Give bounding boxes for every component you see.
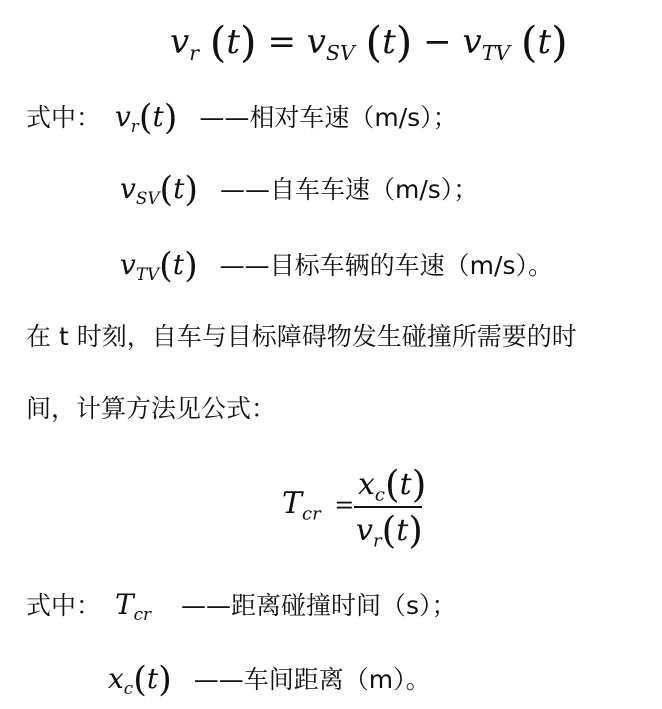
definition-symbol: $v_{SV}(t)$ (120, 169, 199, 210)
definition-symbol: $T_{cr}$ (114, 588, 152, 624)
definition-text: ——车间距离（m）。 (193, 665, 431, 694)
definition-symbol: $x_c(t)$ (108, 659, 172, 700)
definition-row (120, 245, 553, 291)
definition-row (108, 659, 431, 705)
ttc-lhs: $T_{cr}$ = (282, 486, 355, 525)
paragraph-line-2: 间，计算方法见公式： (26, 394, 277, 423)
formula-symbol: v (462, 22, 482, 62)
ttc-formula (282, 462, 427, 552)
definition-prefix: 式中： (26, 591, 102, 620)
definition-text: ——相对车速（m/s）； (199, 103, 458, 132)
relative-speed-formula: $v_r$ $(t) = v_{SV}$ $(t) - v_{TV}$ (t) (170, 18, 568, 68)
formula-subscript: TV (481, 41, 511, 66)
formula-equals: = (267, 22, 296, 62)
formula-argument: t (226, 22, 241, 62)
definition-symbol: $v_r(t)$ (114, 97, 178, 138)
definition-row (26, 97, 458, 143)
formula-minus: − (423, 22, 452, 62)
formula-subscript: SV (325, 41, 355, 66)
definition-text: ——自车车速（m/s）； (219, 175, 479, 204)
definition-row (26, 588, 457, 631)
formula-argument: t (537, 22, 552, 62)
formula-symbol: v (170, 22, 190, 62)
definition-prefix: 式中： (26, 103, 102, 132)
ttc-denominator: $v_r(t)$ (356, 508, 423, 552)
definition-symbol: $v_{TV}(t)$ (120, 245, 198, 286)
definition-text: ——距离碰撞时间（s）； (181, 591, 457, 620)
formula-subscript: r (189, 41, 199, 66)
ttc-numerator: $x_c(t)$ (358, 462, 427, 506)
definition-text: ——目标车辆的车速（m/s）。 (219, 251, 553, 280)
formula-symbol: v (306, 22, 326, 62)
paragraph-line-1: 在 t 时刻，自车与目标障碍物发生碰撞所需要的时 (26, 322, 577, 351)
definition-row (120, 169, 479, 215)
formula-argument: t (382, 22, 396, 62)
